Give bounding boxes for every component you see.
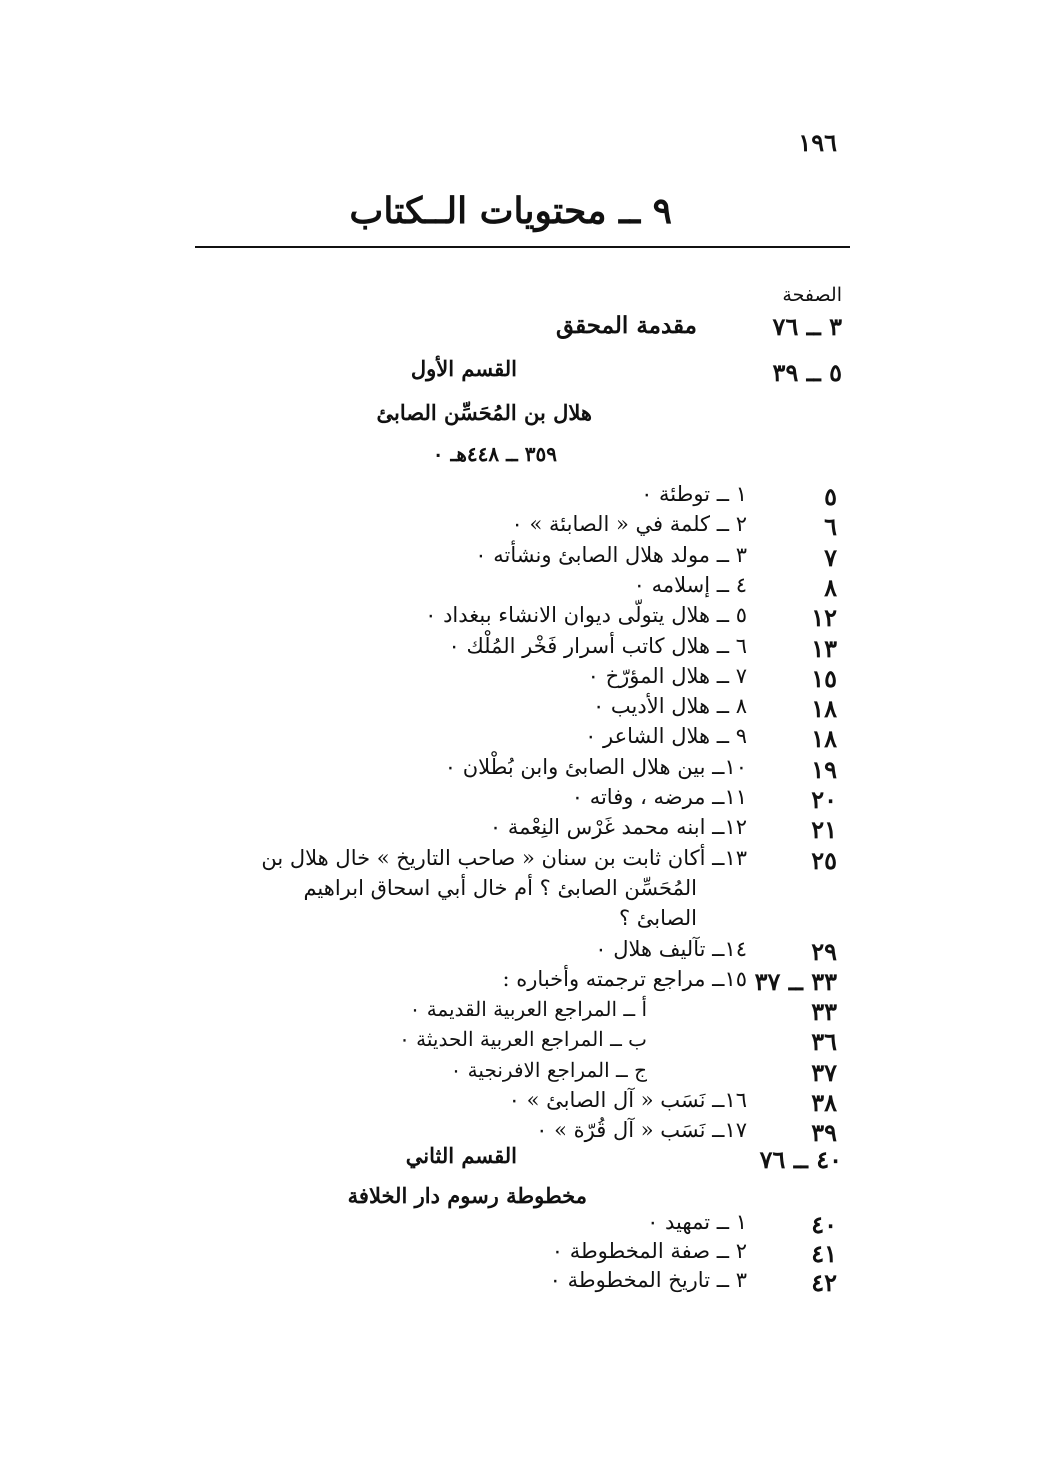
toc-row-page: ٥ — [824, 482, 837, 511]
toc-row-page: ٣٦ — [811, 1027, 837, 1057]
toc-row-text: ٢ ــ صفة المخطوطة ٠ — [551, 1239, 747, 1263]
page-column-header: الصفحة — [782, 284, 842, 306]
part-one-subject: هلال بن المُحَسِّن الصابئ — [376, 400, 592, 425]
toc-row-text: ٧ ــ هلال المؤرّخ ٠ — [587, 663, 747, 688]
toc-row-page: ٦ — [824, 512, 837, 542]
chapter-title: ٩ ــ محتويات الــكتاب — [349, 190, 672, 232]
toc-row-text: ١ ــ توطئة ٠ — [641, 482, 747, 506]
toc-row-text: ب ــ المراجع العربية الحديثة ٠ — [399, 1027, 647, 1052]
intro-title: مقدمة المحقق — [555, 312, 697, 339]
toc-row-text: ٥ ــ هلال يتولّى ديوان الانشاء ببغداد ٠ — [425, 603, 747, 628]
toc-row-page: ٢١ — [811, 815, 837, 845]
part-one-heading: القسم الأول — [410, 356, 517, 381]
toc-row-page: ٣٨ — [811, 1088, 837, 1117]
toc-row-page: ٧ — [824, 542, 837, 572]
toc-row-text: ١١ــ مرضه ، وفاته ٠ — [571, 785, 747, 809]
toc-row-text: ١٢ــ ابنه محمد غَرْس النِعْمة ٠ — [489, 815, 747, 840]
part-one-pages: ٥ ــ ٣٩ — [772, 358, 842, 387]
toc-row-text: ١٦ــ نَسَب « آل الصابئ » ٠ — [508, 1088, 747, 1112]
toc-row-continuation: المُحَسِّن الصابئ ؟ أم خال أبي اسحاق ابراهيم — [303, 875, 697, 900]
toc-row-text: ج ــ المراجع الافرنجية ٠ — [450, 1057, 647, 1082]
toc-row-text: ٣ ــ مولد هلال الصابئ ونشأته ٠ — [475, 542, 747, 567]
toc-row-page: ٢٥ — [811, 845, 837, 875]
toc-row-page: ١٥ — [811, 663, 837, 693]
toc-row-page: ١٣ — [811, 633, 837, 663]
title-rule — [195, 246, 850, 248]
page-number: ١٩٦ — [798, 128, 837, 157]
toc-row-page: ١٨ — [811, 694, 837, 724]
toc-row-page: ٤٢ — [811, 1268, 837, 1297]
toc-row-text: ١ ــ تمهيد ٠ — [647, 1210, 747, 1234]
toc-row-page: ٣٣ ــ ٣٧ — [754, 966, 837, 996]
toc-row-text: ٩ ــ هلال الشاعر ٠ — [585, 724, 747, 749]
intro-pages: ٣ ــ ٧٦ — [772, 312, 842, 341]
toc-row-text: ١٧ــ نَسَب « آل قُرّة » ٠ — [536, 1118, 747, 1143]
toc-row-page: ٤١ — [811, 1239, 837, 1268]
toc-row-text: ٣ ــ تاريخ المخطوطة ٠ — [549, 1268, 747, 1292]
part-two-subject: مخطوطة رسوم دار الخلافة — [347, 1183, 587, 1208]
toc-row-page: ١٨ — [811, 724, 837, 754]
toc-row-text: ٤ ــ إسلامه ٠ — [633, 572, 747, 597]
toc-row-text: ١٣ــ أكان ثابت بن سنان « صاحب التاريخ » خال هلال بن — [261, 845, 747, 870]
toc-row-text: ١٤ــ تآليف هلال ٠ — [595, 936, 747, 961]
part-one-dates: ٣٥٩ ــ ٤٤٨هـ ٠ — [432, 442, 557, 466]
toc-row-continuation: الصابئ ؟ — [618, 906, 697, 931]
toc-row-text: ٨ ــ هلال الأديب ٠ — [592, 694, 747, 719]
toc-row-text: أ ــ المراجع العربية القديمة ٠ — [409, 997, 647, 1022]
part-two-pages: ٤٠ ــ ٧٦ — [759, 1145, 842, 1174]
toc-row-page: ٢٩ — [811, 936, 837, 966]
toc-row-page: ٨ — [824, 572, 837, 602]
toc-row-text: ٦ ــ هلال كاتب أسرار فَخْر المُلْك ٠ — [448, 633, 747, 658]
toc-row-page: ٤٠ — [811, 1210, 837, 1239]
toc-row-page: ٣٩ — [811, 1118, 837, 1148]
toc-row-page: ١٢ — [811, 603, 837, 633]
toc-row-text: ١٥ــ مراجع ترجمته وأخباره : — [502, 966, 747, 991]
toc-row-text: ١٠ــ بين هلال الصابئ وابن بُطْلان ٠ — [444, 754, 747, 779]
part-two-heading: القسم الثاني — [405, 1143, 517, 1168]
toc-row-page: ٢٠ — [811, 785, 837, 814]
toc-row-page: ٣٧ — [811, 1057, 837, 1087]
toc-row-page: ٣٣ — [811, 997, 837, 1027]
toc-row-text: ٢ ــ كلمة في « الصابئة » ٠ — [511, 512, 747, 537]
toc-row-page: ١٩ — [811, 754, 837, 784]
